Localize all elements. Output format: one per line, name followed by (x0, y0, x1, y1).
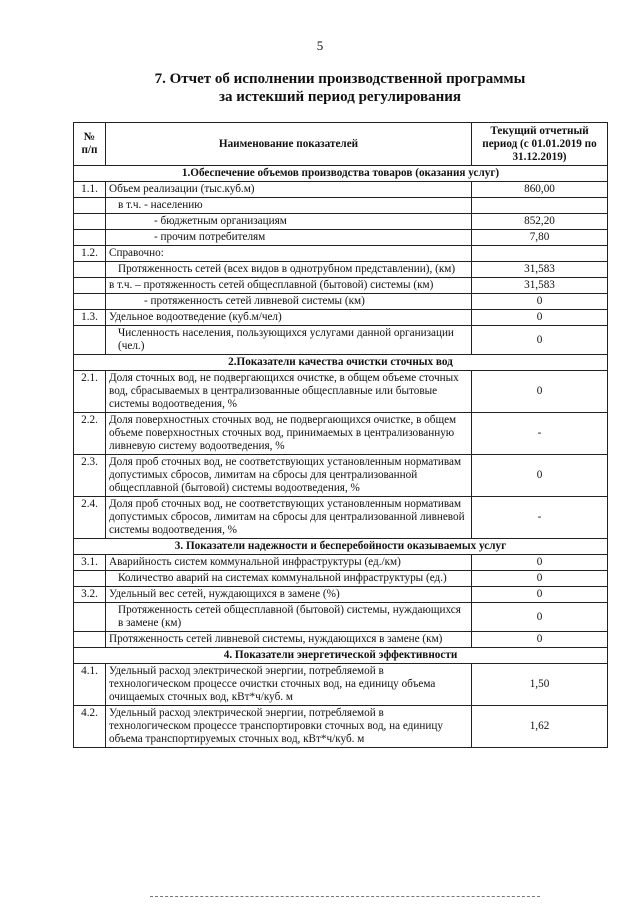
row-name: в т.ч. – протяженность сетей общесплавной (бытовой) системы (км) (106, 278, 472, 294)
row-num (74, 278, 106, 294)
row-num: 3.1. (74, 555, 106, 571)
row-name: в т.ч. - населению (106, 198, 472, 214)
row-value: 7,80 (472, 230, 608, 246)
row-value (472, 198, 608, 214)
row-name: Доля проб сточных вод, не соответствующих установленным нормативам допустимых сбросов, лимитам на сбросы для централизованной общесплавной (бытовой) системы водоотведения, % (106, 455, 472, 497)
row-num (74, 632, 106, 648)
row-num: 2.1. (74, 371, 106, 413)
section-title: 2.Показатели качества очистки сточных вод (74, 355, 608, 371)
table-row (74, 497, 608, 539)
row-name: - протяженность сетей ливневой системы (км) (106, 294, 472, 310)
section-header (74, 166, 608, 182)
table-row (74, 555, 608, 571)
row-name: Доля поверхностных сточных вод, не подвергающихся очистке, в общем объеме поверхностных сточных вод, принимаемых в централизованную ливневую систему водоотведения, % (106, 413, 472, 455)
table-row (74, 214, 608, 230)
table-row (74, 455, 608, 497)
row-value: 0 (472, 294, 608, 310)
row-num: 2.4. (74, 497, 106, 539)
row-name: Удельный расход электрической энергии, потребляемой в технологическом процессе транспортировки сточных вод, на единицу объема транспортируемых сточных вод, кВт*ч/куб. м (106, 706, 472, 748)
row-num: 2.2. (74, 413, 106, 455)
page-number: 5 (316, 38, 324, 53)
table-row (74, 230, 608, 246)
row-name: Протяженность сетей ливневой системы, нуждающихся в замене (км) (106, 632, 472, 648)
row-value: 31,583 (472, 262, 608, 278)
row-name: Количество аварий на системах коммунальной инфраструктуры (ед.) (106, 571, 472, 587)
header-num: № п/п (74, 123, 106, 166)
row-value: 0 (472, 632, 608, 648)
table-row (74, 182, 608, 198)
header-name: Наименование показателей (106, 123, 472, 166)
section-header (74, 539, 608, 555)
table-row (74, 310, 608, 326)
section-title: 1.Обеспечение объемов производства товаров (оказания услуг) (74, 166, 608, 182)
row-name: - бюджетным организациям (106, 214, 472, 230)
row-num: 2.3. (74, 455, 106, 497)
row-num (74, 230, 106, 246)
row-name: Объем реализации (тыс.куб.м) (106, 182, 472, 198)
table-row (74, 571, 608, 587)
row-name: Удельный вес сетей, нуждающихся в замене (%) (106, 587, 472, 603)
table-row (74, 294, 608, 310)
row-value: 0 (472, 555, 608, 571)
table-row (74, 262, 608, 278)
row-name: Справочно: (106, 246, 472, 262)
row-value: 0 (472, 587, 608, 603)
row-num: 4.2. (74, 706, 106, 748)
row-name: Протяженность сетей общесплавной (бытовой) системы, нуждающихся в замене (км) (106, 603, 472, 632)
table-row (74, 706, 608, 748)
section-title: 3. Показатели надежности и бесперебойности оказываемых услуг (74, 539, 608, 555)
table-row (74, 413, 608, 455)
section-header (74, 648, 608, 664)
row-num (74, 571, 106, 587)
report-title-line1: 7. Отчет об исполнении производственной программы (154, 71, 526, 87)
row-value: 0 (472, 603, 608, 632)
row-num: 1.3. (74, 310, 106, 326)
section-header (74, 355, 608, 371)
report-table (73, 122, 608, 748)
row-value (472, 246, 608, 262)
table-row (74, 603, 608, 632)
row-value: 1,50 (472, 664, 608, 706)
report-title-line2: за истекший период регулирования (218, 89, 462, 105)
table-header-row (74, 123, 608, 166)
row-value: - (472, 497, 608, 539)
row-value: 1,62 (472, 706, 608, 748)
row-value: 0 (472, 310, 608, 326)
row-value: 0 (472, 371, 608, 413)
table-row (74, 326, 608, 355)
row-num (74, 262, 106, 278)
header-value: Текущий отчетный период (с 01.01.2019 по 31.12.2019) (472, 123, 608, 166)
row-name: Доля проб сточных вод, не соответствующих установленным нормативам допустимых сбросов, лимитам на сбросы для централизованной ливневой системы водоотведения, % (106, 497, 472, 539)
table-row (74, 246, 608, 262)
row-name: Доля сточных вод, не подвергающихся очистке, в общем объеме сточных вод, сбрасываемых в централизованные общесплавные или бытовые системы водоотведения, % (106, 371, 472, 413)
row-num (74, 326, 106, 355)
row-num: 1.1. (74, 182, 106, 198)
row-value: 852,20 (472, 214, 608, 230)
row-num: 1.2. (74, 246, 106, 262)
row-name: Протяженность сетей (всех видов в однотрубном представлении), (км) (106, 262, 472, 278)
row-value: 0 (472, 326, 608, 355)
row-value: 31,583 (472, 278, 608, 294)
section-title: 4. Показатели энергетической эффективности (74, 648, 608, 664)
report-title (0, 70, 640, 106)
footer-divider (150, 896, 540, 897)
row-num (74, 198, 106, 214)
row-num: 4.1. (74, 664, 106, 706)
row-name: Удельный расход электрической энергии, потребляемой в технологическом процессе очистки сточных вод, на единицу объема очищаемых сточных вод, кВт*ч/куб. м (106, 664, 472, 706)
row-value: - (472, 413, 608, 455)
table-row (74, 587, 608, 603)
row-num: 3.2. (74, 587, 106, 603)
table-row (74, 198, 608, 214)
row-name: Аварийность систем коммунальной инфраструктуры (ед./км) (106, 555, 472, 571)
table-row (74, 664, 608, 706)
row-name: Удельное водоотведение (куб.м/чел) (106, 310, 472, 326)
row-num (74, 294, 106, 310)
row-value: 0 (472, 455, 608, 497)
row-num (74, 603, 106, 632)
row-value: 0 (472, 571, 608, 587)
row-num (74, 214, 106, 230)
row-name: Численность населения, пользующихся услугами данной организации (чел.) (106, 326, 472, 355)
table-row (74, 371, 608, 413)
row-value: 860,00 (472, 182, 608, 198)
table-row (74, 278, 608, 294)
row-name: - прочим потребителям (106, 230, 472, 246)
table-row (74, 632, 608, 648)
